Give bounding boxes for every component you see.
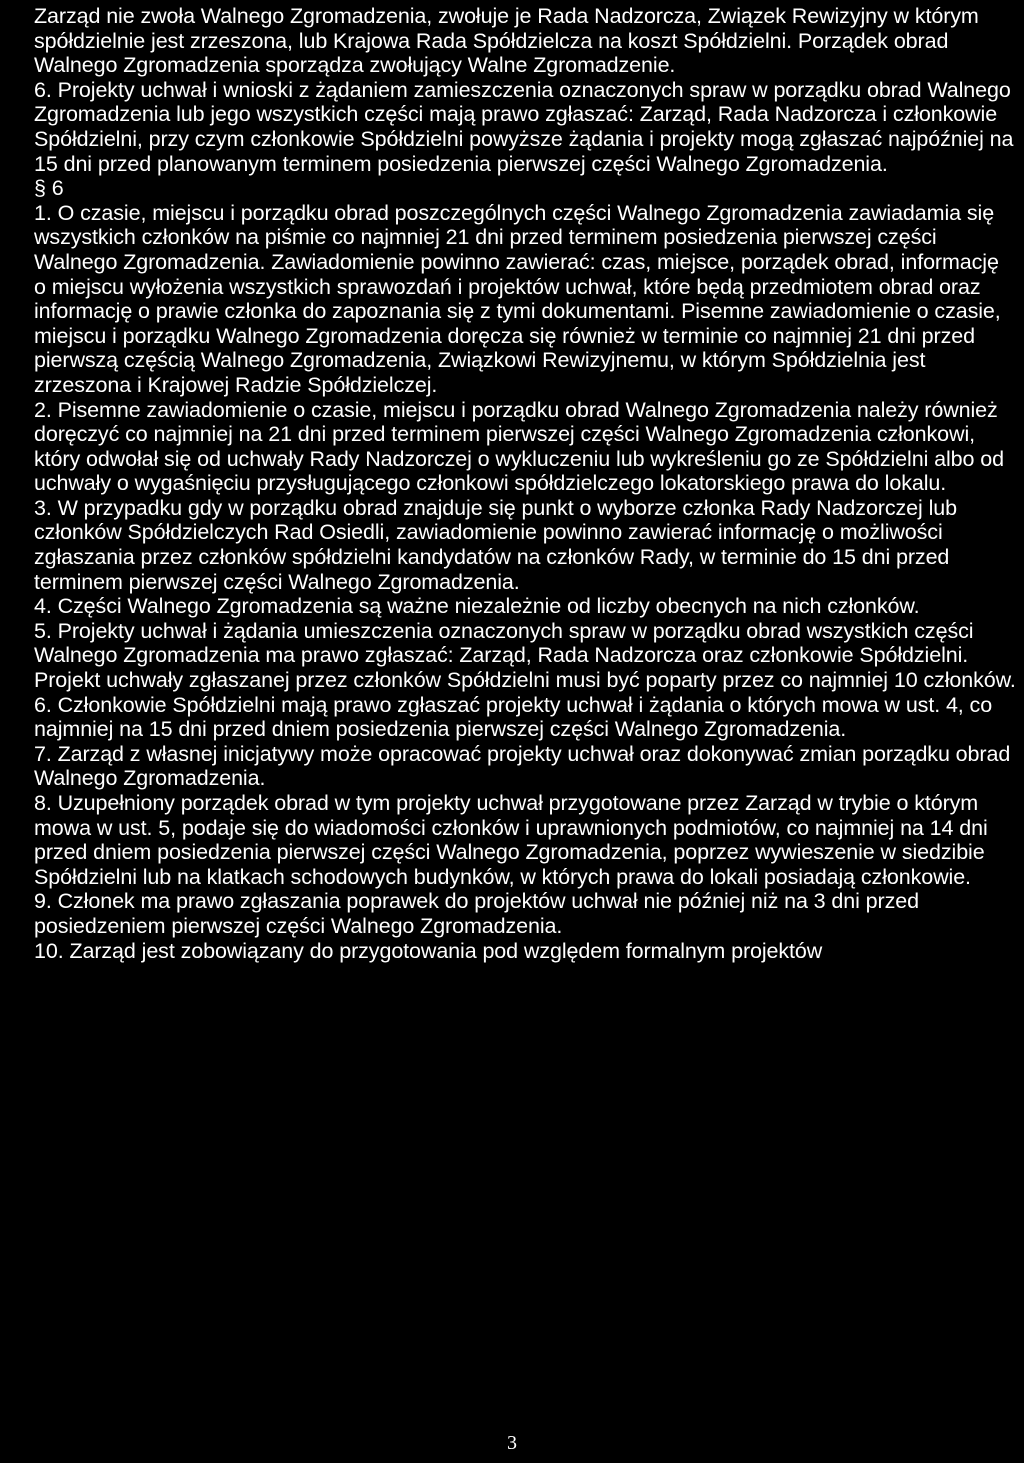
paragraph: 3. W przypadku gdy w porządku obrad znajduje się punkt o wyborze członka Rady Nadzorczej lub członków Spółdzielczych Rad Osiedli, zawiadomienie powinno zawierać informację o możliwości zgłaszania przez członków spółdzielni kandydatów na członków Rady, w terminie do 15 dni przed terminem pierwszej części Walnego Zgromadzenia. <box>34 495 957 594</box>
paragraph: 8. Uzupełniony porządek obrad w tym projekty uchwał przygotowane przez Zarząd w trybie o którym mowa w ust. 5, podaje się do wiadomości członków i uprawnionych podmiotów, co najmniej na 14 dni przed dniem posiedzenia pierwszej części Walnego Zgromadzenia, poprzez wywieszenie w siedzibie Spółdzielni lub na klatkach schodowych budynków, w których prawa do lokali posiadają członkowie. <box>34 791 988 889</box>
paragraph: 5. Projekty uchwał i żądania umieszczenia oznaczonych spraw w porządku obrad wszystkich części Walnego Zgromadzenia ma prawo zgłaszać: Zarząd, Rada Nadzorcza oraz członkowie Spółdzielni. Projekt uchwały zgłaszanej przez członków Spółdzielni musi być poparty przez co najmniej 10 członków. <box>34 618 1016 693</box>
document-body <box>34 4 1016 963</box>
paragraph: 9. Członek ma prawo zgłaszania poprawek do projektów uchwał nie później niż na 3 dni przed posiedzeniem pierwszej części Walnego Zgromadzenia. <box>34 889 919 938</box>
section-heading: § 6 <box>34 176 64 201</box>
paragraph: Zarząd nie zwoła Walnego Zgromadzenia, zwołuje je Rada Nadzorcza, Związek Rewizyjny w którym spółdzielnie jest zrzeszona, lub Krajowa Rada Spółdzielcza na koszt Spółdzielni. Porządek obrad Walnego Zgromadzenia sporządza zwołujący Walne Zgromadzenie. <box>34 4 979 78</box>
paragraph: 10. Zarząd jest zobowiązany do przygotowania pod względem formalnym projektów <box>34 938 823 963</box>
paragraph: 4. Części Walnego Zgromadzenia są ważne niezależnie od liczby obecnych na nich członków. <box>34 594 920 619</box>
paragraph: 2. Pisemne zawiadomienie o czasie, miejscu i porządku obrad Walnego Zgromadzenia należy również doręczyć co najmniej na 21 dni przed terminem pierwszej części Walnego Zgromadzenia członkowi, który odwołał się od uchwały Rady Nadzorczej o wykluczeniu lub wykreśleniu go ze Spółdzielni albo od uchwały o wygaśnięciu przysługującego członkowi spółdzielczego lokatorskiego prawa do lokalu. <box>34 397 1004 496</box>
paragraph: 1. O czasie, miejscu i porządku obrad poszczególnych części Walnego Zgromadzenia zawiadamia się wszystkich członków na piśmie co najmniej 21 dni przed terminem posiedzenia pierwszej części Walnego Zgromadzenia. Zawiadomienie powinno zawierać: czas, miejsce, porządek obrad, informację o miejscu wyłożenia wszystkich sprawozdań i projektów uchwał, które będą przedmiotem obrad oraz informację o prawie członka do zapoznania się z tymi dokumentami. Pisemne zawiadomienie o czasie, miejscu i porządku Walnego Zgromadzenia doręcza się również w terminie co najmniej 21 dni przed pierwszą częścią Walnego Zgromadzenia, Związkowi Rewizyjnemu, w którym Spółdzielnia jest zrzeszona i Krajowej Radzie Spółdzielczej. <box>34 200 1001 397</box>
paragraph: 7. Zarząd z własnej inicjatywy może opracować projekty uchwał oraz dokonywać zmian porządku obrad Walnego Zgromadzenia. <box>34 741 1011 791</box>
paragraph: 6. Projekty uchwał i wnioski z żądaniem zamieszczenia oznaczonych spraw w porządku obrad Walnego Zgromadzenia lub jego wszystkich części mają prawo zgłaszać: Zarząd, Rada Nadzorcza i członkowie Spółdzielni, przy czym członkowie Spółdzielni powyższe żądania i projekty mogą zgłaszać najpóźniej na 15 dni przed planowanym terminem posiedzenia pierwszej części Walnego Zgromadzenia. <box>34 77 1014 176</box>
page-number: 3 <box>507 1432 517 1454</box>
paragraph: 6. Członkowie Spółdzielni mają prawo zgłaszać projekty uchwał i żądania o których mowa w ust. 4, co najmniej na 15 dni przed dniem posiedzenia pierwszej części Walnego Zgromadzenia. <box>34 692 993 742</box>
